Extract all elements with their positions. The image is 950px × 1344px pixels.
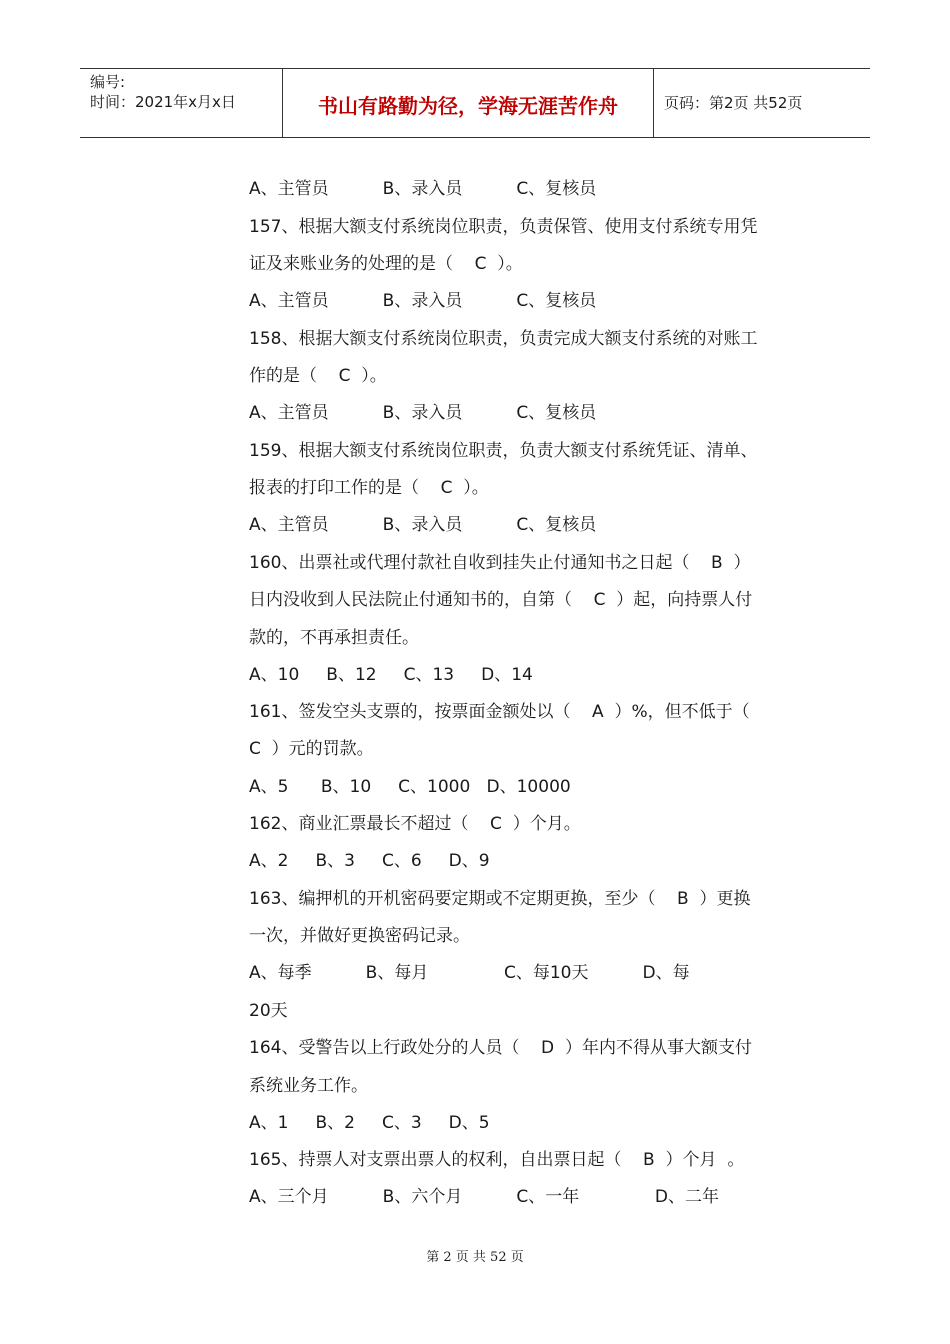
page-footer: 第 2 页 共 52 页 [426, 1250, 524, 1265]
text-line: 164、受警告以上行政处分的人员（ D ）年内不得从事大额支付 [249, 1038, 752, 1058]
text-line: A、主管员 B、录入员 C、复核员 [249, 515, 597, 535]
text-line: A、主管员 B、录入员 C、复核员 [249, 179, 597, 199]
text-line: 157、根据大额支付系统岗位职责，负责保管、使用支付系统专用凭 [249, 217, 758, 237]
text-line: 163、编押机的开机密码要定期或不定期更换，至少（ B ）更换 [249, 889, 751, 909]
text-line: 作的是（ C ）。 [249, 366, 387, 386]
text-line: 20天 [249, 1001, 288, 1021]
text-line: 日内没收到人民法院止付通知书的，自第（ C ）起，向持票人付 [249, 590, 753, 610]
text-line: A、10 B、12 C、13 D、14 [249, 665, 533, 685]
header-motto-cell [283, 69, 654, 137]
text-line: 159、根据大额支付系统岗位职责，负责大额支付系统凭证、清单、 [249, 441, 758, 461]
text-line: A、三个月 B、六个月 C、一年 D、二年 [249, 1187, 719, 1207]
header-meta-cell [80, 69, 283, 137]
text-line: A、1 B、2 C、3 D、5 [249, 1113, 490, 1133]
text-line: A、主管员 B、录入员 C、复核员 [249, 403, 597, 423]
text-line: C ）元的罚款。 [249, 739, 374, 759]
document-header [80, 68, 870, 138]
text-line: 158、根据大额支付系统岗位职责，负责完成大额支付系统的对账工 [249, 329, 758, 349]
text-line: 160、出票社或代理付款社自收到挂失止付通知书之日起（ B ） [249, 553, 751, 573]
text-line: A、主管员 B、录入员 C、复核员 [249, 291, 597, 311]
text-line: 款的，不再承担责任。 [249, 628, 419, 648]
text-line: A、每季 B、每月 C、每10天 D、每 [249, 963, 690, 983]
motto-text: 书山有路勤为径，学海无涯苦作舟 [318, 94, 618, 118]
text-line: 系统业务工作。 [249, 1076, 368, 1096]
text-line: 证及来账业务的处理的是（ C ）。 [249, 254, 523, 274]
number-label: 编号: [90, 73, 126, 91]
text-line: 165、持票人对支票出票人的权利，自出票日起（ B ）个月 。 [249, 1150, 745, 1170]
time-label: 时间：2021年x月x日 [90, 93, 236, 111]
text-line: 162、商业汇票最长不超过（ C ）个月。 [249, 814, 581, 834]
text-line: 161、签发空头支票的，按票面金额处以（ A ）%，但不低于（ [249, 702, 750, 722]
text-line: 一次，并做好更换密码记录。 [249, 926, 470, 946]
page-info: 页码：第2页 共52页 [664, 94, 803, 112]
header-page-cell [654, 69, 870, 137]
text-line: 报表的打印工作的是（ C ）。 [249, 478, 489, 498]
text-line: A、2 B、3 C、6 D、9 [249, 851, 490, 871]
text-line: A、5 B、10 C、1000 D、10000 [249, 777, 571, 797]
